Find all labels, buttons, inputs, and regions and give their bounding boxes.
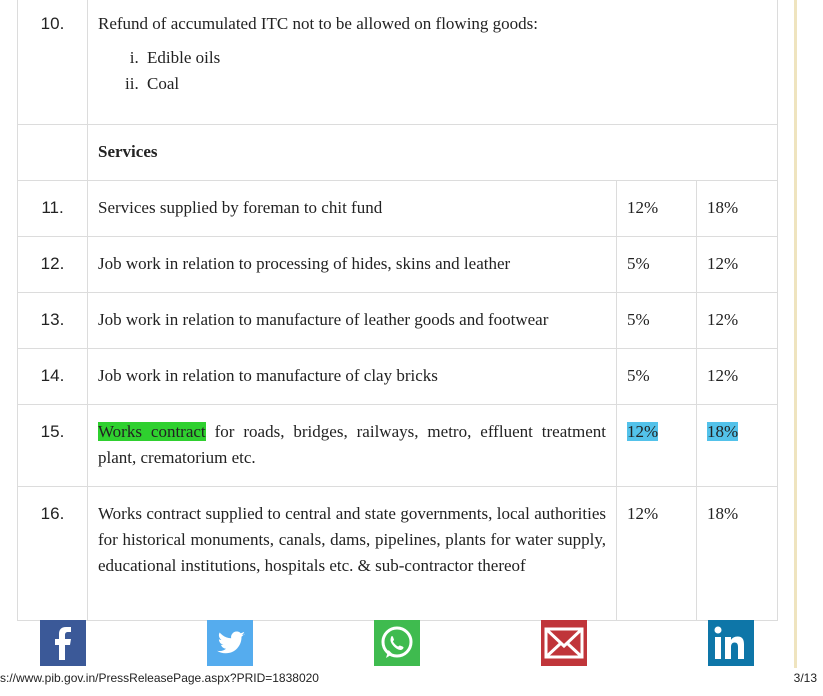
new-rate: 18% (697, 487, 778, 621)
old-rate: 5% (617, 237, 697, 293)
row-description (88, 405, 617, 487)
row-description-text: Refund of accumulated ITC not to be allowed on flowing goods: (98, 14, 539, 33)
row-description: Job work in relation to processing of hides, skins and leather (88, 237, 617, 293)
mail-share-button[interactable] (541, 620, 587, 666)
linkedin-share-button[interactable] (708, 620, 754, 666)
page-edge-rule (794, 0, 797, 696)
mail-icon (541, 620, 587, 666)
list-item: ii. Coal (143, 71, 767, 97)
highlighted-text: Works contract (98, 422, 206, 441)
new-rate: 18% (697, 181, 778, 237)
row-description (88, 0, 778, 125)
row-description: Job work in relation to manufacture of clay bricks (88, 349, 617, 405)
twitter-icon (207, 620, 253, 666)
row-description: Services supplied by foreman to chit fund (88, 181, 617, 237)
row-description: Works contract supplied to central and state governments, local authorities for historical monuments, canals, dams, pipelines, plants for water supply, educational institutions, hospitals etc. & sub-contractor thereof (88, 487, 617, 621)
row-number: 15. (18, 405, 88, 487)
list-item: i. Edible oils (143, 45, 767, 71)
old-rate: 5% (617, 349, 697, 405)
goods-sublist (98, 45, 767, 97)
new-rate: 12% (697, 293, 778, 349)
linkedin-icon (708, 620, 754, 666)
highlighted-rate: 18% (707, 422, 739, 441)
old-rate: 12% (617, 487, 697, 621)
row-number: 12. (18, 237, 88, 293)
section-heading-row (18, 125, 778, 181)
empty-cell (18, 125, 88, 181)
share-bar (0, 620, 823, 666)
row-number: 14. (18, 349, 88, 405)
table-row (18, 237, 778, 293)
new-rate: 12% (697, 237, 778, 293)
row-description: Job work in relation to manufacture of leather goods and footwear (88, 293, 617, 349)
whatsapp-icon (374, 620, 420, 666)
table-row (18, 181, 778, 237)
table-row (18, 349, 778, 405)
old-rate: 12% (617, 181, 697, 237)
row-description-text: for roads, bridges, railways, metro, effluent treatment plant, crematorium etc. (98, 422, 606, 467)
section-heading: Services (88, 125, 778, 181)
new-rate: 12% (697, 349, 778, 405)
highlighted-rate: 12% (627, 422, 659, 441)
new-rate (697, 405, 778, 487)
row-number: 13. (18, 293, 88, 349)
page-url: s://www.pib.gov.in/PressReleasePage.aspx?PRID=1838020 (0, 671, 319, 685)
twitter-share-button[interactable] (207, 620, 253, 666)
facebook-icon (40, 620, 86, 666)
facebook-share-button[interactable] (40, 620, 86, 666)
table-row (18, 0, 778, 125)
table-row (18, 405, 778, 487)
table-row (18, 293, 778, 349)
table-row (18, 487, 778, 621)
row-number: 11. (18, 181, 88, 237)
row-number: 16. (18, 487, 88, 621)
whatsapp-share-button[interactable] (374, 620, 420, 666)
old-rate: 5% (617, 293, 697, 349)
old-rate (617, 405, 697, 487)
gst-rate-table (17, 0, 778, 621)
page-number: 3/13 (793, 671, 817, 685)
row-number: 10. (18, 0, 88, 125)
print-footer (0, 668, 823, 696)
